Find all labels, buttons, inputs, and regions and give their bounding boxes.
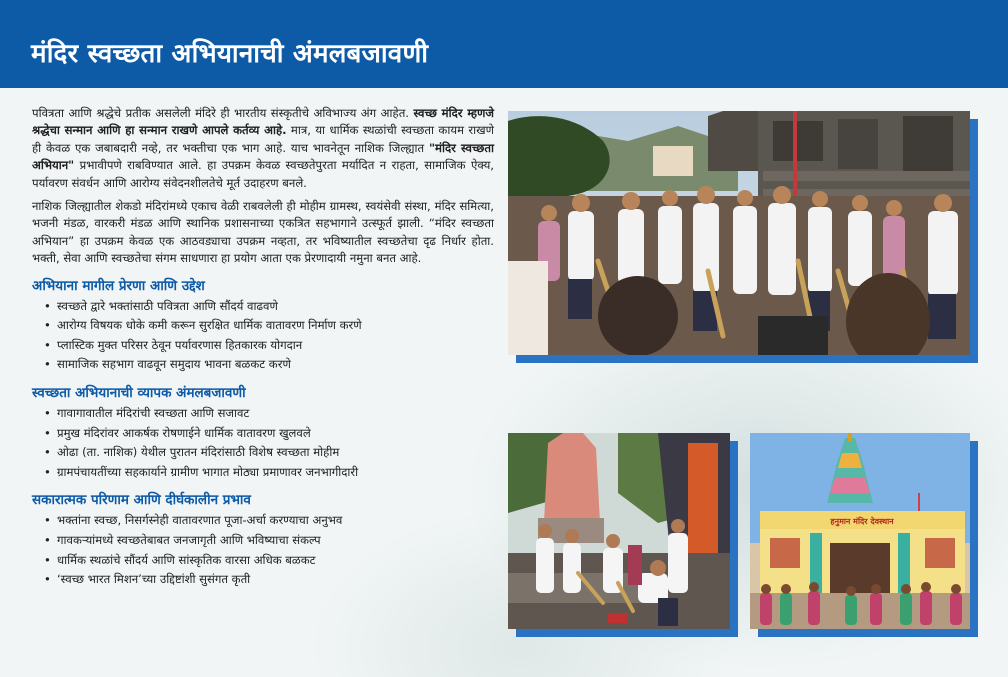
section-title: अभियाना मागील प्रेरणा आणि उद्देश: [32, 277, 205, 294]
intro-emphasis: स्वच्छ मंदिर म्हणजे श्रद्धेचा सन्मान आणि हा सन्मान राखणे आपले कर्तव्य आहे.: [32, 106, 494, 138]
list-item: • गावकऱ्यांमध्ये स्वच्छतेबाबत जनजागृती आणि भविष्याचा संकल्प: [44, 531, 494, 551]
list-item: • ‘स्वच्छ भारत मिशन’च्या उद्दिष्टांशी सुसंगत कृती: [44, 570, 494, 590]
list-item: • गावागावातील मंदिरांची स्वच्छता आणि सजावट: [44, 404, 494, 424]
list-item: • आरोग्य विषयक धोके कमी करून सुरक्षित धार्मिक वातावरण निर्माण करणे: [44, 316, 494, 336]
photo-hanuman-temple: [750, 433, 978, 637]
intro-paragraph-1: [32, 105, 494, 192]
list-item: • प्रमुख मंदिरांवर आकर्षक रोषणाईने धार्मिक वातावरण खुलवले: [44, 424, 494, 444]
list-item: • सामाजिक सहभाग वाढवून समुदाय भावना बळकट करणे: [44, 355, 494, 375]
list-item: • ग्रामपंचायतींच्या सहकार्याने ग्रामीण भागात मोठ्या प्रमाणावर जनभागीदारी: [44, 463, 494, 483]
photo-image: [508, 433, 730, 629]
temple-signboard: हनुमान मंदिर देवस्थान: [830, 517, 894, 526]
list-item: • भक्तांना स्वच्छ, निसर्गस्नेही वातावरणात पूजा-अर्चा करण्याचा अनुभव: [44, 511, 494, 531]
section-title: सकारात्मक परिणाम आणि दीर्घकालीन प्रभाव: [32, 492, 251, 509]
photo-image: [508, 111, 970, 355]
section-impact: [32, 490, 494, 589]
bullet-list: [32, 511, 494, 589]
photo-temple-sweeping: [508, 433, 738, 637]
intro-paragraph-2: नाशिक जिल्ह्यातील शेकडो मंदिरांमध्ये एकाच वेळी राबवलेली ही मोहीम ग्रामस्थ, स्वयंसेवी संस्था, मंदिर समित्या, भजनी मंडळ, वारकरी मंडळ आणि स्थानिक प्रशासनाच्या एकत्रित सहभागाने उत्स्फूर्त झाली. “मंदिर स्वच्छता अभियान” हा उपक्रम केवळ एक आठवड्याचा उपक्रम नव्हता, तर भविष्यातील स्वच्छतेचा दृढ निर्धार होता. भक्ती, सेवा आणि स्वच्छतेचा संगम साधणारा हा प्रयोग आता एक प्रेरणादायी नमुना बनत आहे.: [32, 199, 494, 266]
section-title: स्वच्छता अभियानाची व्यापक अंमलबजावणी: [32, 385, 246, 402]
list-item: • धार्मिक स्थळांचे सौंदर्य आणि सांस्कृतिक वारसा अधिक बळकट: [44, 551, 494, 571]
bullet-list: [32, 297, 494, 375]
section-implementation: [32, 383, 494, 482]
page-header: [0, 0, 1008, 88]
bullet-list: [32, 404, 494, 482]
list-item: • प्लास्टिक मुक्त परिसर ठेवून पर्यावरणास हितकारक योगदान: [44, 336, 494, 356]
intro-text: मात्र, या धार्मिक स्थळांची स्वच्छता कायम राखणे ही केवळ एक जबाबदारी नव्हे, तर भक्तीचा एक भाग आहे. याच भावनेतून नाशिक जिल्ह्यात: [32, 123, 495, 155]
campaign-name: "मंदिर स्वच्छता अभियान": [32, 140, 495, 173]
article-body: [32, 105, 494, 592]
photo-group-cleaning: [508, 111, 978, 363]
intro-text: पवित्रता आणि श्रद्धेचे प्रतीक असलेली मंदिरे ही भारतीय संस्कृतीचे अविभाज्य अंग आहेत.: [32, 106, 414, 120]
list-item: • ओढा (ता. नाशिक) येथील पुरातन मंदिरांसाठी विशेष स्वच्छता मोहीम: [44, 443, 494, 463]
section-motivation: [32, 276, 494, 375]
page-title: मंदिर स्वच्छता अभियानाची अंमलबजावणी: [31, 39, 429, 69]
photo-image: [750, 433, 970, 629]
list-item: • स्वच्छते द्वारे भक्तांसाठी पवित्रता आणि सौंदर्य वाढवणे: [44, 297, 494, 317]
intro-text: प्रभावीपणे राबविण्यात आले. हा उपक्रम केवळ स्वच्छतेपुरता मर्यादित न राहता, सामाजिक ऐक्य, पर्यावरण संवर्धन आणि आरोग्य संवेदनशीलतेचे मूर्त उदाहरण बनले.: [32, 158, 494, 190]
